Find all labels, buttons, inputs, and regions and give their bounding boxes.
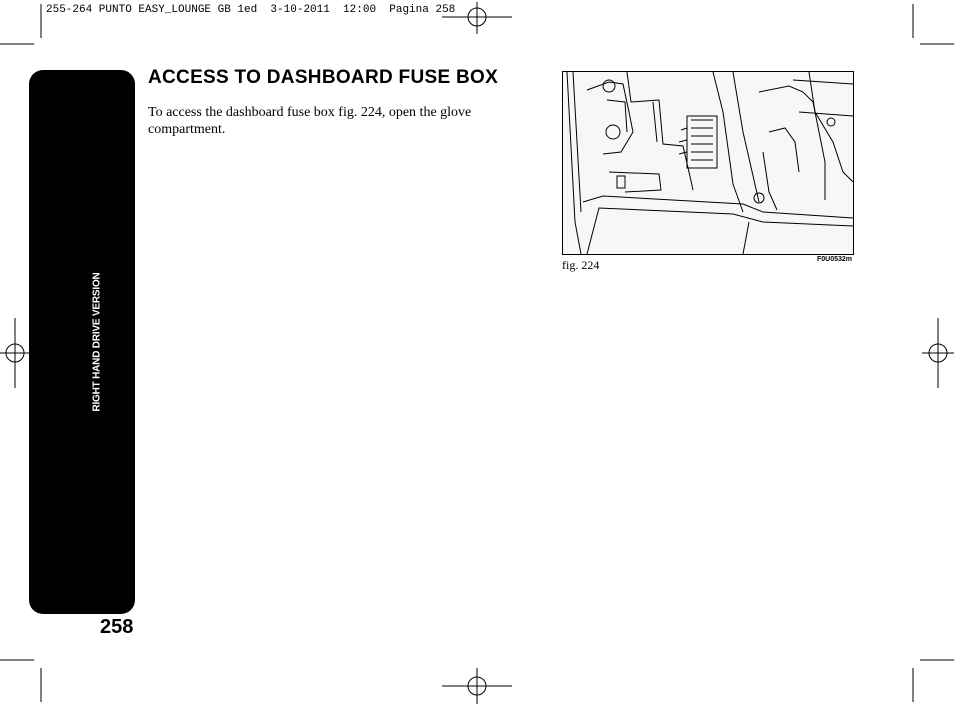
- sidebar-tab: [29, 70, 135, 614]
- section-title: ACCESS TO DASHBOARD FUSE BOX: [148, 67, 499, 88]
- page-number: 258: [100, 616, 134, 638]
- figure-image: [562, 71, 854, 255]
- dashboard-fuse-box-illustration: [563, 72, 853, 254]
- print-header: 255-264 PUNTO EASY_LOUNGE GB 1ed 3-10-2011 12:00 Pagina 258: [46, 4, 456, 16]
- sidebar-section-label: RIGHT HAND DRIVE VERSION: [91, 272, 103, 412]
- section-body: To access the dashboard fuse box fig. 224, open the glove compartment.: [148, 105, 472, 137]
- figure-caption: fig. 224: [562, 258, 600, 272]
- figure-code: F0U0532m: [817, 256, 853, 263]
